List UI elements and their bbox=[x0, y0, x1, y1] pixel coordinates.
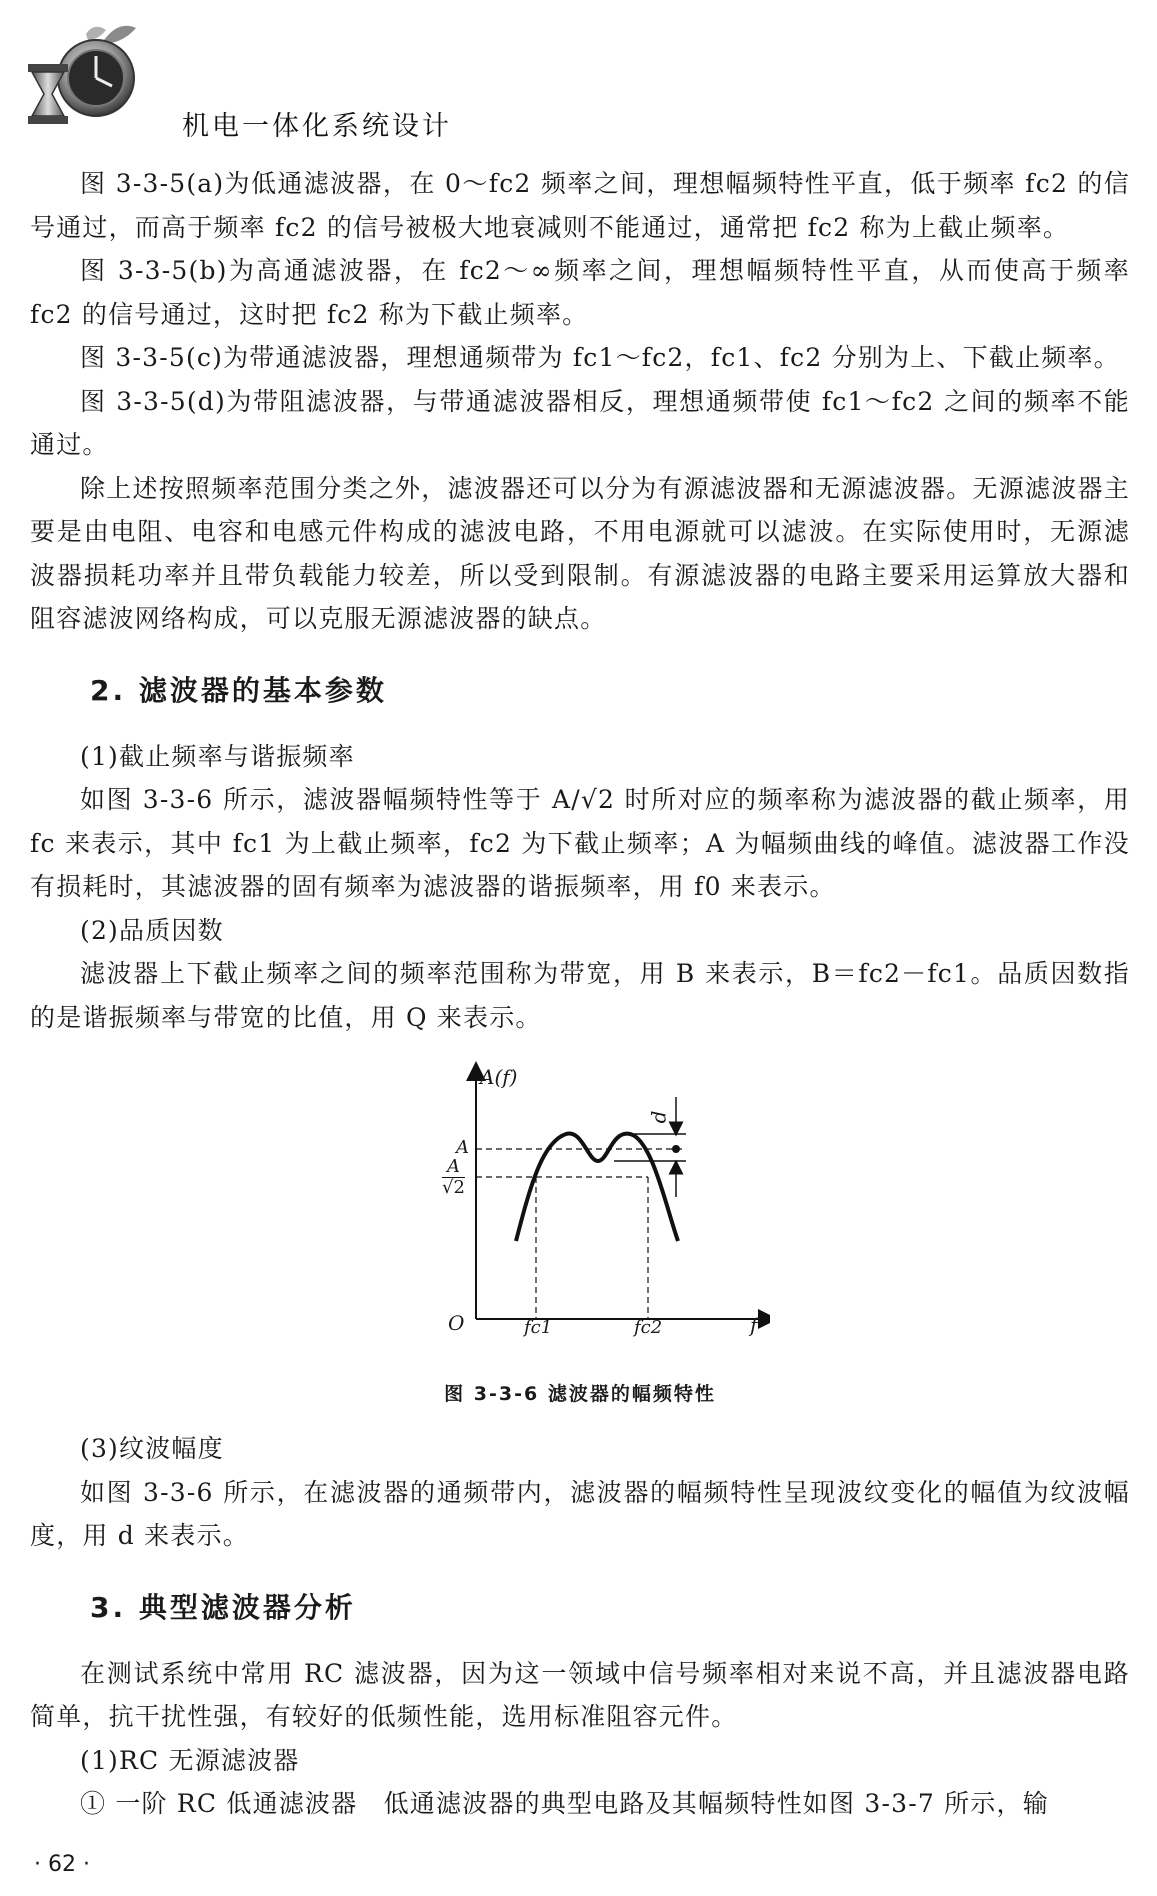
paragraph: 在测试系统中常用 RC 滤波器，因为这一领域中信号频率相对来说不高，并且滤波器电路简单，抗干扰性强，有较好的低频性能，选用标准阻容元件。 bbox=[30, 1658, 1130, 1731]
paragraph: 滤波器上下截止频率之间的频率范围称为带宽，用 B 来表示，B＝fc2－fc1。品质因数指的是谐振频率与带宽的比值，用 Q 来表示。 bbox=[30, 959, 1130, 1032]
paragraph: 图 3-3-5(c)为带通滤波器，理想通频带为 fc1～fc2，fc1、fc2 分别为上、下截止频率。 bbox=[80, 343, 1120, 372]
paragraph: 图 3-3-5(b)为高通滤波器，在 fc2～∞频率之间，理想幅频特性平直，从而使高于频率 fc2 的信号通过，这时把 fc2 称为下截止频率。 bbox=[30, 256, 1130, 329]
paragraph: 如图 3-3-6 所示，在滤波器的通频带内，滤波器的幅频特性呈现波纹变化的幅值为纹波幅度，用 d 来表示。 bbox=[30, 1477, 1130, 1550]
a-over-sqrt2-label bbox=[442, 1157, 465, 1198]
amplitude-frequency-diagram bbox=[390, 1057, 770, 1357]
subsection-title: (2)品质因数 bbox=[80, 915, 224, 945]
figure-caption: 图 3-3-6 滤波器的幅频特性 bbox=[444, 1383, 716, 1405]
hourglass-clock-icon bbox=[24, 20, 174, 135]
peak-a-label: A bbox=[456, 1137, 469, 1158]
page-content bbox=[30, 162, 1130, 1826]
section-heading: 3. 典型滤波器分析 bbox=[90, 1590, 356, 1624]
x-axis-label: f bbox=[750, 1313, 758, 1337]
origin-label: O bbox=[448, 1311, 465, 1335]
fraction-numerator: A bbox=[442, 1157, 465, 1178]
subsection-title: (1)RC 无源滤波器 bbox=[80, 1745, 300, 1775]
paragraph: 图 3-3-5(a)为低通滤波器，在 0～fc2 频率之间，理想幅频特性平直，低于频率 fc2 的信号通过，而高于频率 fc2 的信号被极大地衰减则不能通过，通常把 fc2 称为上截止频率。 bbox=[30, 169, 1130, 242]
book-title: 机电一体化系统设计 bbox=[182, 111, 452, 142]
fraction-denominator: √2 bbox=[442, 1177, 465, 1198]
paragraph: 除上述按照频率范围分类之外，滤波器还可以分为有源滤波器和无源滤波器。无源滤波器主要是由电阻、电容和电感元件构成的滤波电路，不用电源就可以滤波。在实际使用时，无源滤波器损耗功率并且带负载能力较差，所以受到限制。有源滤波器的电路主要采用运算放大器和阻容滤波网络构成，可以克服无源滤波器的缺点。 bbox=[30, 473, 1130, 633]
figure-amplitude-frequency bbox=[30, 1057, 1130, 1427]
y-axis-label: A(f) bbox=[480, 1065, 518, 1089]
fc2-label: fc2 bbox=[634, 1317, 663, 1338]
paragraph: 图 3-3-5(d)为带阻滤波器，与带通滤波器相反，理想通频带使 fc1～fc2 之间的频率不能通过。 bbox=[30, 386, 1130, 459]
fc1-label: fc1 bbox=[524, 1317, 553, 1338]
page-number: · 62 · bbox=[34, 1852, 90, 1877]
ripple-d-label: d bbox=[646, 1110, 671, 1124]
paragraph: ① 一阶 RC 低通滤波器 低通滤波器的典型电路及其幅频特性如图 3-3-7 所示，输 bbox=[80, 1789, 1049, 1818]
subsection-title: (1)截止频率与谐振频率 bbox=[80, 741, 355, 771]
page-header bbox=[24, 20, 1134, 140]
paragraph: 如图 3-3-6 所示，滤波器幅频特性等于 A/√2 时所对应的频率称为滤波器的截止频率，用 fc 来表示，其中 fc1 为上截止频率，fc2 为下截止频率；A 为幅频曲线的峰值。滤波器工作没有损耗时，其滤波器的固有频率为滤波器的谐振频率，用 f0 来表示。 bbox=[30, 785, 1130, 901]
section-heading: 2. 滤波器的基本参数 bbox=[90, 673, 387, 707]
subsection-title: (3)纹波幅度 bbox=[80, 1434, 224, 1463]
